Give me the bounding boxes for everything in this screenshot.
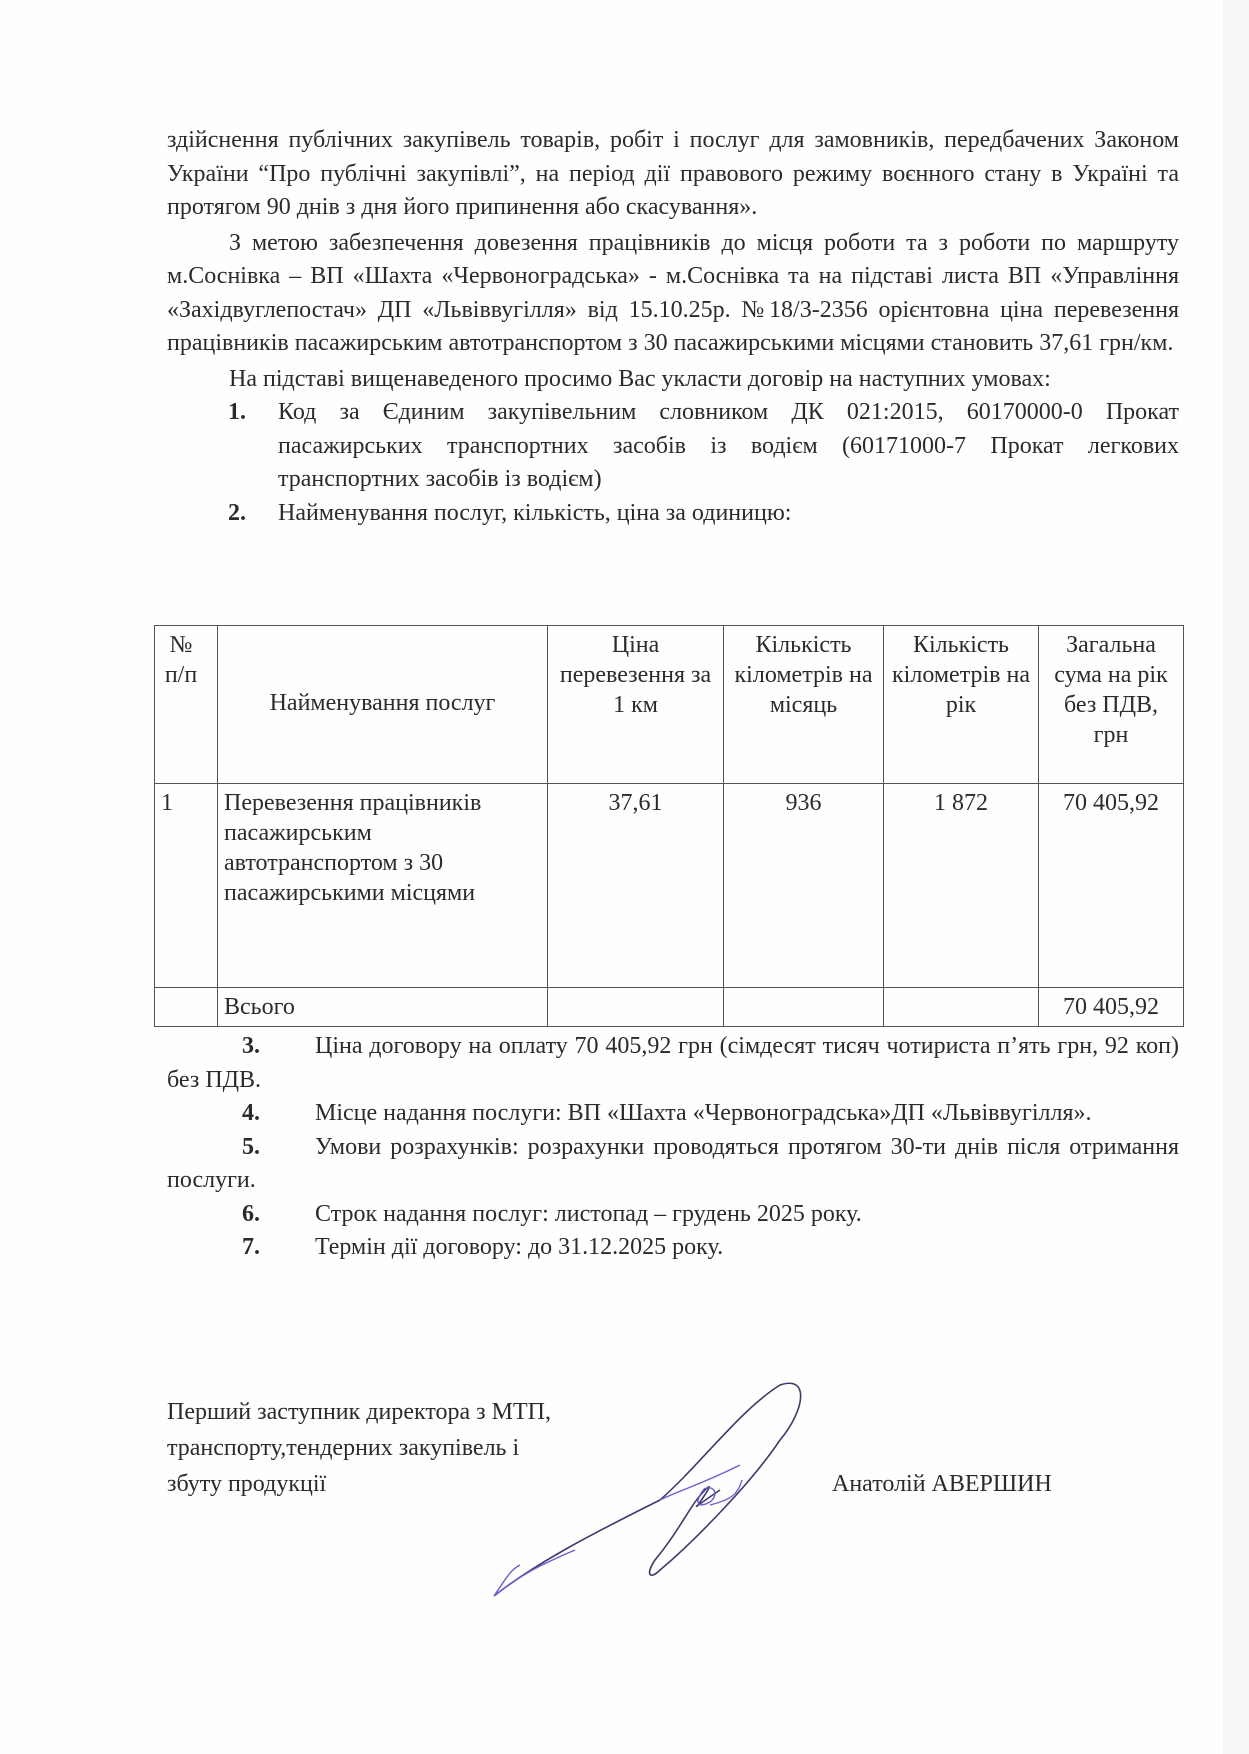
list-item-number: 4. xyxy=(242,1100,260,1126)
cell-km-month: 936 xyxy=(724,784,884,988)
body-text-bottom xyxy=(167,1030,1179,1265)
list-item-text: Найменування послуг, кількість, ціна за одиницю: xyxy=(278,499,792,526)
body-text-top xyxy=(167,124,1179,530)
cell-empty xyxy=(884,988,1039,1027)
list-item-number: 7. xyxy=(242,1234,260,1260)
cell-price: 37,61 xyxy=(548,784,724,988)
header-total-sum: Загальна сума на рік без ПДВ, грн xyxy=(1039,626,1184,784)
header-km-per-month: Кількість кілометрів на місяць xyxy=(724,626,884,784)
cell-total-label: Всього xyxy=(218,988,548,1027)
cell-empty xyxy=(548,988,724,1027)
cell-grand-total: 70 405,92 xyxy=(1039,988,1184,1027)
cell-number: 1 xyxy=(155,784,218,988)
list-item-1 xyxy=(167,396,1179,497)
paragraph-intro-continuation: здійснення публічних закупівель товарів, робіт і послуг для замовників, передбачених Законом України “Про публічні закупівлі”, на період дії правового режиму воєнного стану в Україні та протягом 90 днів з дня його припинення або скасування». xyxy=(167,127,1179,220)
scan-edge-strip xyxy=(1223,0,1249,1754)
paragraph-request: На підставі вищенаведеного просимо Вас укласти договір на наступних умовах: xyxy=(229,365,1051,392)
position-line-2: транспорту,тендерних закупівель і xyxy=(167,1435,520,1461)
cell-km-year: 1 872 xyxy=(884,784,1039,988)
list-item-number: 5. xyxy=(242,1133,260,1160)
paragraph-purpose: З метою забезпечення довезення працівників до місця роботи та з роботи по маршруту м.Соснівка – ВП «Шахта «Червоноградська» - м.Соснівка та на підставі листа ВП «Управління «Західвуглепостач» ДП «Львіввугілля» від 15.10.25р. №18/3-2356 орієнтовна ціна перевезення працівників пасажирським автотранспортом з 30 пасажирськими місцями становить 37,61 грн/км. xyxy=(167,229,1179,356)
handwritten-signature-icon xyxy=(480,1370,820,1610)
list-item-text: Місце надання послуги: ВП «Шахта «Червоноградська»ДП «Львіввугілля». xyxy=(315,1100,1092,1126)
signatory-name: Анатолій АВЕРШИН xyxy=(832,1471,1052,1497)
position-line-1: Перший заступник директора з МТП, xyxy=(167,1399,551,1425)
list-item-text: Ціна договору на оплату 70 405,92 грн (сімдесят тисяч чотириста п’ять грн, 92 коп) без ПДВ. xyxy=(167,1033,1179,1093)
list-item-3 xyxy=(167,1030,1179,1097)
header-number: № п/п xyxy=(155,626,218,784)
list-item-number: 3. xyxy=(242,1033,260,1059)
table-header-row xyxy=(155,626,1184,784)
cell-empty xyxy=(724,988,884,1027)
list-item-number: 1. xyxy=(228,399,246,425)
list-item-5 xyxy=(167,1131,1179,1198)
services-table xyxy=(154,625,1184,1027)
list-item-7 xyxy=(167,1231,1179,1265)
cell-service-name: Перевезення працівників пасажирським автотранспортом з 30 пасажирськими місцями xyxy=(218,784,548,988)
table-total-row xyxy=(155,988,1184,1027)
list-item-number: 2. xyxy=(228,499,246,526)
list-item-text: Строк надання послуг: листопад – грудень 2025 року. xyxy=(315,1200,862,1227)
table-row xyxy=(155,784,1184,988)
list-item-6 xyxy=(167,1198,1179,1232)
position-line-3: збуту продукції xyxy=(167,1471,327,1497)
list-item-2 xyxy=(167,497,1179,531)
cell-total: 70 405,92 xyxy=(1039,784,1184,988)
header-service-name: Найменування послуг xyxy=(218,626,548,784)
cell-empty xyxy=(155,988,218,1027)
list-item-4 xyxy=(167,1097,1179,1131)
header-price-per-km: Ціна перевезення за 1 км xyxy=(548,626,724,784)
list-item-text: Код за Єдиним закупівельним словником ДК 021:2015, 60170000-0 Прокат пасажирських транспортних засобів із водієм (60171000-7 Прокат легкових транспортних засобів із водієм) xyxy=(278,399,1179,492)
list-item-number: 6. xyxy=(242,1200,260,1227)
list-item-text: Термін дії договору: до 31.12.2025 року. xyxy=(315,1234,724,1260)
list-item-text: Умови розрахунків: розрахунки проводяться протягом 30-ти днів після отримання послуги. xyxy=(167,1133,1179,1193)
header-km-per-year: Кількість кілометрів на рік xyxy=(884,626,1039,784)
